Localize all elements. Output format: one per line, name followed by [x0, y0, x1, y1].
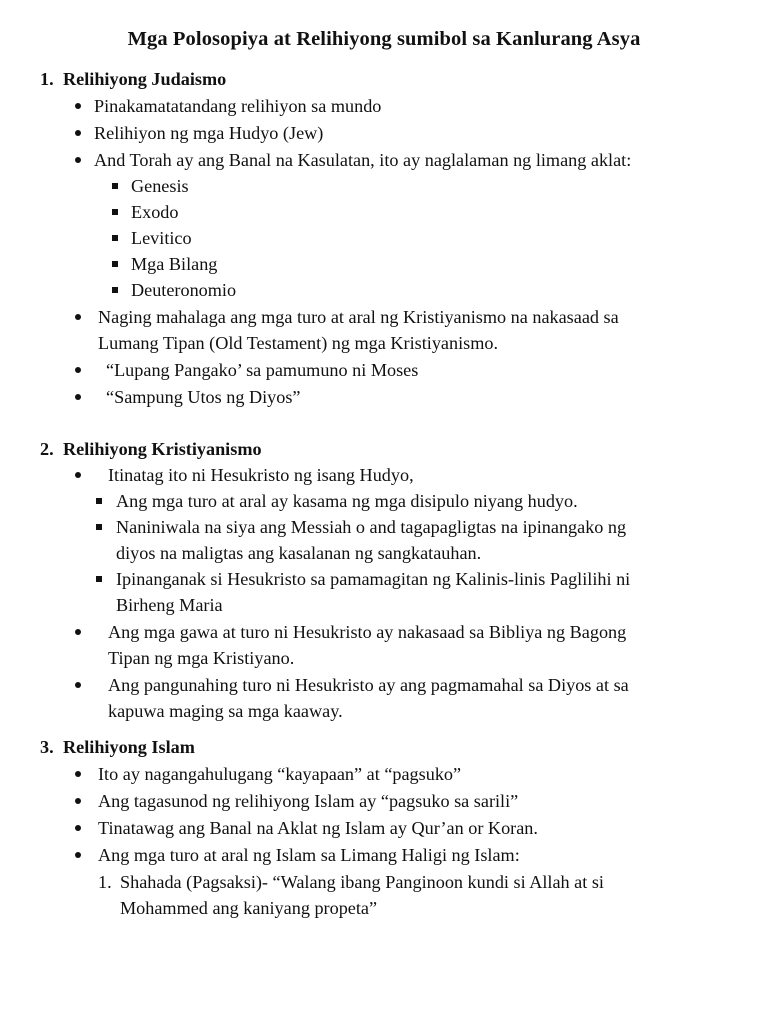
- list-item: Itinatag ito ni Hesukristo ng isang Hudyo,: [108, 465, 414, 485]
- square-bullet-icon: [96, 524, 102, 530]
- section-heading: Relihiyong Judaismo: [63, 69, 227, 89]
- section-heading: Relihiyong Islam: [63, 737, 195, 757]
- square-bullet-icon: [112, 183, 118, 189]
- bullet-icon: [75, 367, 81, 373]
- list-item: Ang mga gawa at turo ni Hesukristo ay nakasaad sa Bibliya ng Bagong: [108, 622, 627, 642]
- document-title: Mga Polosopiya at Relihiyong sumibol sa Kanlurang Asya: [127, 28, 641, 50]
- bullet-icon: [75, 472, 81, 478]
- sub-list-item: Genesis: [131, 176, 189, 196]
- list-item: Pinakamatatandang relihiyon sa mundo: [94, 96, 382, 116]
- numbered-item-continuation: Mohammed ang kaniyang propeta”: [120, 898, 378, 918]
- bullet-icon: [75, 314, 81, 320]
- bullet-icon: [75, 682, 81, 688]
- section-number: 2.: [40, 439, 54, 459]
- square-bullet-icon: [112, 287, 118, 293]
- sub-list-item: Naniniwala na siya ang Messiah o and tagapagligtas na ipinangako ng: [116, 517, 627, 537]
- sub-list-item-continuation: Birheng Maria: [116, 595, 223, 615]
- list-item: Ang tagasunod ng relihiyong Islam ay “pagsuko sa sarili”: [98, 791, 519, 811]
- bullet-icon: [75, 825, 81, 831]
- section-heading: Relihiyong Kristiyanismo: [63, 439, 262, 459]
- list-item: “Lupang Pangako’ sa pamumuno ni Moses: [106, 360, 419, 380]
- numbered-item-number: 1.: [98, 872, 112, 892]
- sub-list-item: Levitico: [131, 228, 192, 248]
- sub-list-item: Ang mga turo at aral ay kasama ng mga disipulo niyang hudyo.: [116, 491, 578, 511]
- bullet-icon: [75, 798, 81, 804]
- section-number: 1.: [40, 69, 54, 89]
- square-bullet-icon: [112, 209, 118, 215]
- sub-list-item: Mga Bilang: [131, 254, 218, 274]
- list-item: “Sampung Utos ng Diyos”: [106, 387, 301, 407]
- bullet-icon: [75, 103, 81, 109]
- sub-list-item: Ipinanganak si Hesukristo sa pamamagitan ng Kalinis-linis Paglilihi ni: [116, 569, 631, 589]
- list-item: Ito ay nagangahulugang “kayapaan” at “pagsuko”: [98, 764, 462, 784]
- sub-list-item-continuation: diyos na maligtas ang kasalanan ng sangkatauhan.: [116, 543, 482, 563]
- list-item: Relihiyon ng mga Hudyo (Jew): [94, 123, 324, 143]
- sub-list-item: Deuteronomio: [131, 280, 237, 300]
- bullet-icon: [75, 771, 81, 777]
- list-item-continuation: kapuwa maging sa mga kaaway.: [108, 701, 343, 721]
- list-item: Naging mahalaga ang mga turo at aral ng Kristiyanismo na nakasaad sa: [98, 307, 619, 327]
- list-item: Ang mga turo at aral ng Islam sa Limang Haligi ng Islam:: [98, 845, 520, 865]
- section-number: 3.: [40, 737, 54, 757]
- list-item: Ang pangunahing turo ni Hesukristo ay ang pagmamahal sa Diyos at sa: [108, 675, 629, 695]
- bullet-icon: [75, 157, 81, 163]
- square-bullet-icon: [96, 576, 102, 582]
- square-bullet-icon: [96, 498, 102, 504]
- bullet-icon: [75, 130, 81, 136]
- bullet-icon: [75, 852, 81, 858]
- bullet-icon: [75, 394, 81, 400]
- bullet-icon: [75, 629, 81, 635]
- square-bullet-icon: [112, 235, 118, 241]
- numbered-item: Shahada (Pagsaksi)- “Walang ibang Panginoon kundi si Allah at si: [120, 872, 604, 892]
- sub-list-item: Exodo: [131, 202, 179, 222]
- list-item-continuation: Lumang Tipan (Old Testament) ng mga Kristiyanismo.: [98, 333, 498, 353]
- list-item-continuation: Tipan ng mga Kristiyano.: [108, 648, 295, 668]
- square-bullet-icon: [112, 261, 118, 267]
- list-item: Tinatawag ang Banal na Aklat ng Islam ay Qur’an or Koran.: [98, 818, 538, 838]
- list-item: And Torah ay ang Banal na Kasulatan, ito ay naglalaman ng limang aklat:: [94, 150, 632, 170]
